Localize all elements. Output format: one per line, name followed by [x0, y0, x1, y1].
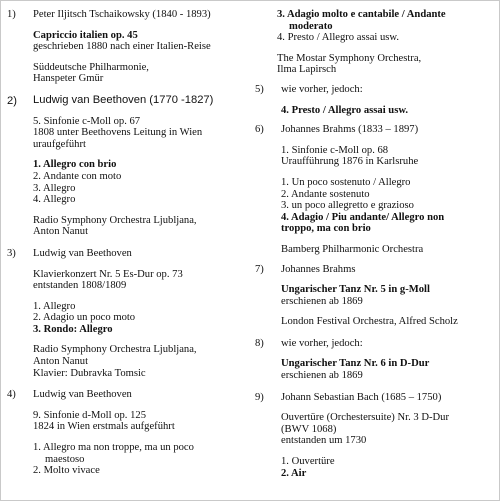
work-title: Klavierkonzert Nr. 5 Es-Dur op. 73	[33, 268, 183, 280]
left-column	[7, 1, 247, 477]
performer: Anton Nanut	[33, 356, 89, 368]
work-title: 1. Sinfonie c-Moll op. 68	[281, 144, 389, 156]
movement: 1. Allegro con brio	[33, 159, 117, 171]
composer: Johannes Brahms	[281, 263, 356, 275]
entry-3	[7, 248, 247, 379]
composer: Johann Sebastian Bach (1685 – 1750)	[281, 391, 442, 403]
performer: Bamberg Philharmonic Orchestra	[281, 243, 424, 255]
entry-8	[255, 338, 495, 382]
movement: 2. Molto vivace	[33, 465, 100, 477]
work-info: geschrieben 1880 nach einer Italien-Reise	[33, 41, 211, 53]
composer: Ludwig van Beethoven	[33, 389, 132, 401]
work-info: entstanden um 1730	[281, 435, 367, 447]
entry-4	[7, 389, 247, 477]
performer: Süddeutsche Philharmonie,	[33, 61, 149, 73]
movement: 1. Un poco sostenuto / Allegro	[281, 176, 411, 188]
entry-number: 3)	[7, 247, 16, 259]
work-title: Ouvertüre (Orchestersuite) Nr. 3 D-Dur	[281, 412, 449, 424]
entry-number: 6)	[255, 124, 264, 136]
entry-number: 5)	[255, 83, 264, 95]
entry-body	[277, 9, 495, 76]
entry-body	[281, 124, 495, 255]
movement: 2. Andante con moto	[33, 170, 122, 182]
performer: Hanspeter Gmür	[33, 73, 104, 85]
composer: Ludwig van Beethoven (1770 -1827)	[33, 93, 214, 106]
entry-body	[33, 95, 247, 238]
composer: Ludwig van Beethoven	[33, 247, 132, 259]
entry-4-continued	[255, 9, 495, 76]
entry-9	[255, 392, 495, 480]
movement: 4. Adagio / Piu andante/ Allegro non troppo, ma con brio	[281, 211, 445, 235]
work-title-cont: (BWV 1068)	[281, 423, 337, 435]
entry-body	[33, 248, 247, 379]
entry-body	[33, 9, 247, 85]
entry-number: 9)	[255, 391, 264, 403]
composer: wie vorher, jedoch:	[281, 83, 363, 95]
work-info: 1808 unter Beethovens Leitung in Wien	[33, 127, 203, 139]
movement: 3. Allegro	[33, 182, 76, 194]
movement: 3. Adagio molto e cantabile / Andante	[277, 9, 446, 20]
performer: Ilma Lapirsch	[277, 64, 337, 76]
entry-body	[33, 389, 247, 477]
performer: Anton Nanut	[33, 226, 89, 238]
composer: Peter Iljitsch Tschaikowsky (1840 - 1893)	[33, 9, 211, 20]
movement: 1. Ouvertüre	[281, 456, 335, 468]
right-column	[255, 1, 495, 479]
movement: 2. Adagio un poco moto	[33, 312, 136, 324]
work-title: Ungarischer Tanz Nr. 6 in D-Dur	[281, 358, 430, 370]
entry-body	[281, 392, 495, 480]
entry-2	[7, 95, 247, 238]
composer: wie vorher, jedoch:	[281, 337, 363, 349]
work-info: Uraufführung 1876 in Karlsruhe	[281, 156, 419, 168]
movement-cont: maestoso	[45, 453, 85, 465]
work-info: uraufgeführt	[33, 138, 86, 150]
movement: 1. Allegro ma non troppe, ma un poco	[33, 442, 194, 454]
performer: Radio Symphony Orchestra Ljubljana,	[33, 214, 197, 226]
entry-6	[255, 124, 495, 255]
movement: 4. Presto / Allegro assai usw.	[281, 104, 409, 116]
work-info: entstanden 1808/1809	[33, 280, 127, 292]
entry-body	[281, 338, 495, 382]
entry-1	[7, 9, 247, 85]
entry-number: 2)	[7, 94, 17, 107]
work-title: Ungarischer Tanz Nr. 5 in g-Moll	[281, 284, 430, 296]
movement: 4. Allegro	[33, 194, 76, 206]
movement: 2. Andante sostenuto	[281, 188, 370, 200]
composer: Johannes Brahms (1833 – 1897)	[281, 124, 419, 136]
entry-number: 8)	[255, 337, 264, 349]
work-title: 9. Sinfonie d-Moll op. 125	[33, 409, 146, 421]
movement: 3. un poco allegretto e grazioso	[281, 200, 414, 212]
entry-number: 4)	[7, 389, 16, 401]
work-title: 5. Sinfonie c-Moll op. 67	[33, 115, 141, 127]
movement: 3. Rondo: Allegro	[33, 323, 113, 335]
entry-number: 1)	[7, 9, 16, 20]
performer: Radio Symphony Orchestra Ljubljana,	[33, 344, 197, 356]
work-title: Capriccio italien op. 45	[33, 29, 138, 41]
work-info: erschienen ab 1869	[281, 370, 363, 382]
entry-body	[281, 84, 495, 116]
movement: 2. Air	[281, 467, 307, 479]
work-info: erschienen ab 1869	[281, 295, 363, 307]
movement-cont: moderato	[289, 20, 333, 32]
entry-5	[255, 84, 495, 116]
performer: The Mostar Symphony Orchestra,	[277, 52, 422, 64]
entry-body	[281, 264, 495, 328]
entry-7	[255, 264, 495, 328]
entry-number: 7)	[255, 263, 264, 275]
work-info: 1824 in Wien erstmals aufgeführt	[33, 421, 175, 433]
performer: Klavier: Dubravka Tomsic	[33, 367, 146, 379]
movement: 4. Presto / Allegro assai usw.	[277, 32, 400, 44]
movement: 1. Allegro	[33, 300, 76, 312]
performer: London Festival Orchestra, Alfred Scholz	[281, 316, 458, 328]
